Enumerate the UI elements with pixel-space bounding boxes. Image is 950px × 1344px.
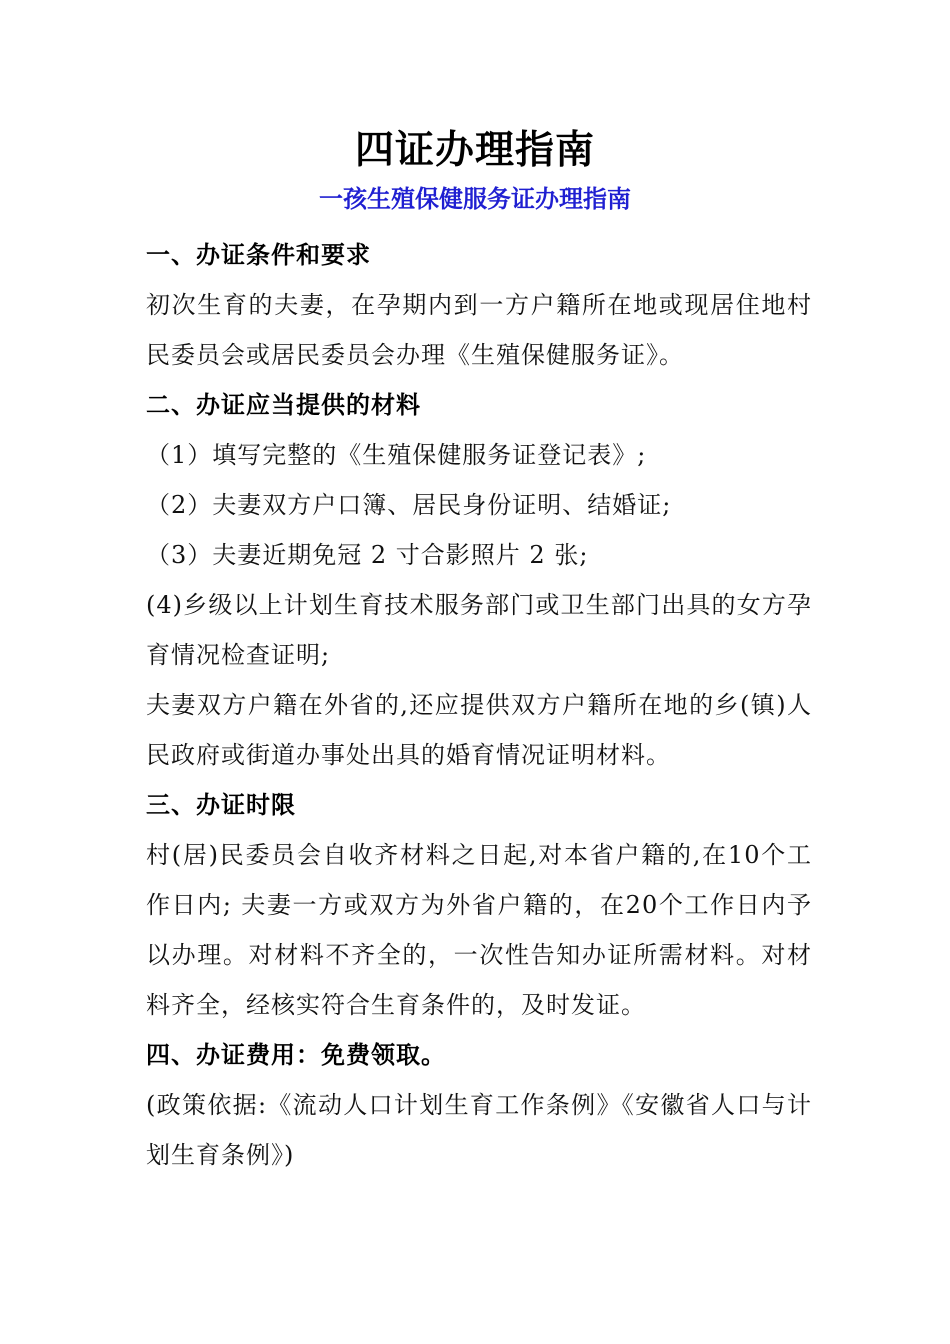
document-subtitle: 一孩生殖保健服务证办理指南 <box>319 184 631 213</box>
document-title: 四证办理指南 <box>354 127 595 173</box>
document-body <box>146 230 812 1180</box>
section-heading-conditions: 一、办证条件和要求 <box>146 240 371 269</box>
material-item-2: （2）夫妻双方户口簿、居民身份证明、结婚证; <box>146 491 672 519</box>
section-heading-fees: 四、办证费用：免费领取。 <box>146 1040 446 1069</box>
material-item-4: (4)乡级以上计划生育技术服务部门或卫生部门出具的女方孕育情况检查证明; <box>146 591 812 669</box>
conditions-paragraph: 初次生育的夫妻，在孕期内到一方户籍所在地或现居住地村民委员会或居民委员会办理《生殖保健服务证》。 <box>146 291 812 369</box>
materials-note: 夫妻双方户籍在外省的,还应提供双方户籍所在地的乡(镇)人民政府或街道办事处出具的婚育情况证明材料。 <box>146 691 812 769</box>
section-heading-materials: 二、办证应当提供的材料 <box>146 390 421 419</box>
material-item-3: （3）夫妻近期免冠 2 寸合影照片 2 张; <box>146 541 589 569</box>
time-limit-paragraph: 村(居)民委员会自收齐材料之日起,对本省户籍的,在10个工作日内; 夫妻一方或双方为外省户籍的，在20个工作日内予以办理。对材料不齐全的，一次性告知办证所需材料。对材料齐全，经核实符合生育条件的，及时发证。 <box>146 841 812 1019</box>
section-heading-time-limit: 三、办证时限 <box>146 790 296 819</box>
material-item-1: （1）填写完整的《生殖保健服务证登记表》; <box>146 441 647 469</box>
policy-basis: (政策依据:《流动人口计划生育工作条例》《安徽省人口与计划生育条例》) <box>146 1091 812 1169</box>
